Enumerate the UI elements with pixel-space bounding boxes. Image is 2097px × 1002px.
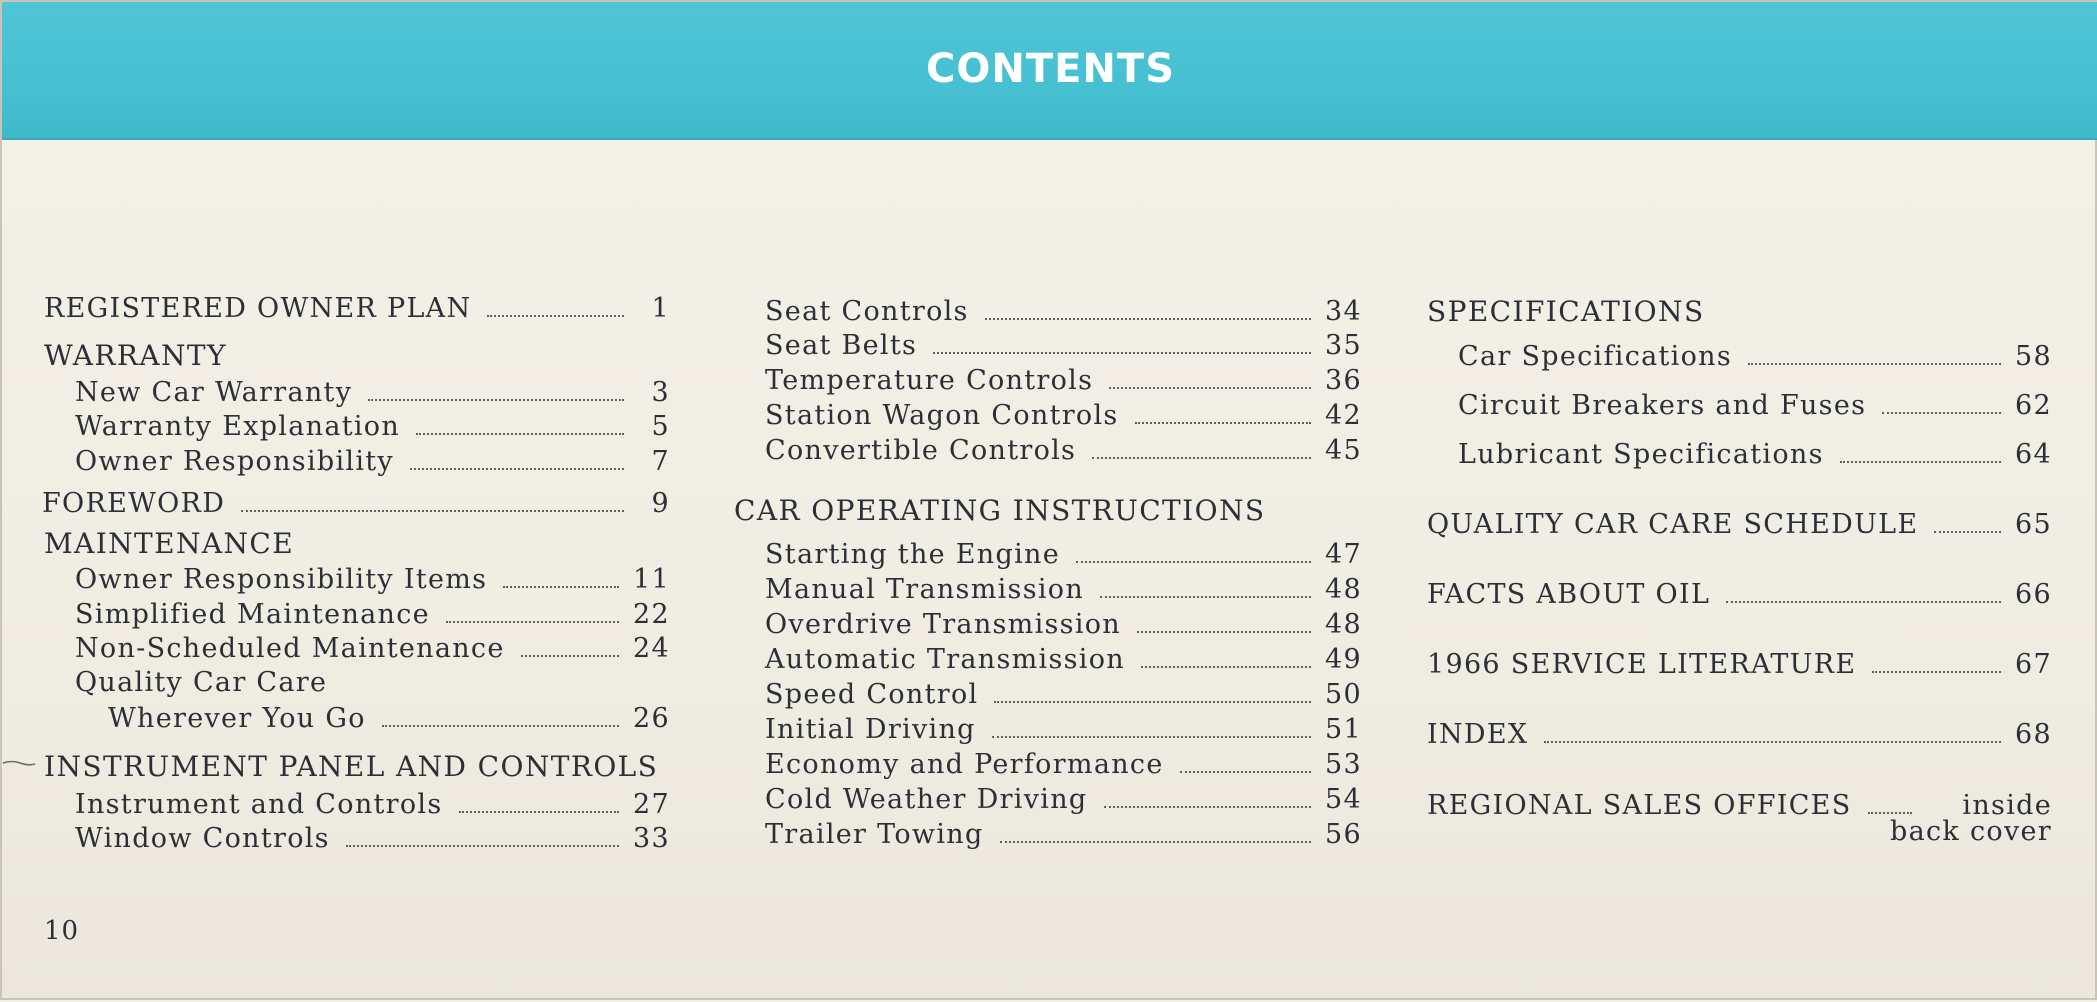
toc-entry-page: 26 [633,703,670,734]
toc-entry-warranty-explanation[interactable] [75,408,670,442]
toc-entry-registered-owner-plan[interactable] [44,290,670,324]
toc-entry-page: 51 [1325,714,1362,745]
toc-entry-new-car-warranty[interactable] [75,374,670,408]
dot-leader [446,621,619,623]
toc-entry-title: FOREWORD [42,488,226,519]
toc-entry-page: 3 [651,377,670,408]
toc-entry-page: 58 [2015,341,2052,372]
dot-leader [1092,457,1311,459]
toc-entry-circuit-breakers-and-fuses[interactable] [1458,387,2052,421]
toc-entry-station-wagon-controls[interactable] [765,397,1362,431]
toc-entry-page: 22 [633,599,670,630]
dot-leader [346,845,619,847]
toc-entry-title: Cold Weather Driving [765,784,1088,815]
toc-entry-page: inside [1962,790,2052,821]
dot-leader [985,318,1311,320]
toc-entry-page: 67 [2015,649,2052,680]
dot-leader [1180,771,1311,773]
toc-entry-title: Overdrive Transmission [765,609,1122,640]
toc-entry-manual-transmission[interactable] [765,571,1362,605]
toc-entry-page: 48 [1325,609,1362,640]
table-of-contents [2,2,2097,1002]
dot-leader [416,433,624,435]
toc-entry-page: 36 [1325,365,1362,396]
toc-entry-title: Station Wagon Controls [765,400,1119,431]
toc-entry-title: Automatic Transmission [765,644,1125,675]
toc-entry-title: Temperature Controls [765,365,1094,396]
toc-entry-page: 53 [1325,749,1362,780]
toc-entry-instrument-and-controls[interactable] [75,786,670,820]
dot-leader [1000,841,1311,843]
section-heading-maintenance: MAINTENANCE [44,527,295,560]
toc-entry-lubricant-specifications[interactable] [1458,436,2052,470]
dot-leader [1544,741,2001,743]
dot-leader [933,352,1311,354]
toc-entry-initial-driving[interactable] [765,711,1362,745]
toc-entry-facts-about-oil[interactable] [1427,576,2052,610]
toc-entry-window-controls[interactable] [75,820,670,854]
toc-entry-non-scheduled-maintenance[interactable] [75,630,670,664]
toc-entry-title: Initial Driving [765,714,976,745]
toc-entry-starting-the-engine[interactable] [765,536,1362,570]
toc-entry-title: Owner Responsibility Items [75,564,488,595]
toc-entry-title: Window Controls [75,823,330,854]
dot-leader [487,315,624,317]
dot-leader [241,510,624,512]
toc-entry-page: 50 [1325,679,1362,710]
toc-entry-convertible-controls[interactable] [765,432,1362,466]
dot-leader [1100,596,1311,598]
toc-entry-title: Economy and Performance [765,749,1164,780]
toc-entry-title: Manual Transmission [765,574,1085,605]
toc-entry-wherever-you-go[interactable] [108,700,670,734]
toc-entry-cold-weather-driving[interactable] [765,781,1362,815]
dot-leader [1137,631,1311,633]
toc-entry-page: 64 [2015,439,2052,470]
toc-entry-title: New Car Warranty [75,377,353,408]
toc-entry-seat-controls[interactable] [765,293,1362,327]
toc-entry-title: Non-Scheduled Maintenance [75,633,505,664]
toc-entry-page: 42 [1325,400,1362,431]
toc-entry-automatic-transmission[interactable] [765,641,1362,675]
toc-entry-index[interactable] [1427,716,2052,750]
dot-leader [1872,671,2001,673]
toc-entry-title: Circuit Breakers and Fuses [1458,390,1867,421]
toc-entry-page: 5 [651,411,670,442]
toc-entry-title: 1966 SERVICE LITERATURE [1427,649,1857,680]
dot-leader [1882,412,2001,414]
toc-entry-page: 49 [1325,644,1362,675]
page-title: CONTENTS [925,46,1175,92]
toc-entry-title: Instrument and Controls [75,789,443,820]
toc-entry-title: Lubricant Specifications [1458,439,1824,470]
toc-entry-title: REGISTERED OWNER PLAN [44,293,472,324]
toc-entry-owner-responsibility-items[interactable] [75,561,670,595]
toc-entry-title: Convertible Controls [765,435,1077,466]
toc-entry-page: 9 [651,488,670,519]
dot-leader [1934,531,2001,533]
toc-entry-page: 66 [2015,579,2052,610]
toc-entry-title: Starting the Engine [765,539,1060,570]
toc-entry-page: 47 [1325,539,1362,570]
dot-leader [1141,666,1311,668]
dot-leader [1135,422,1311,424]
dot-leader [1104,806,1312,808]
toc-entry-foreword[interactable] [42,485,670,519]
toc-entry-title: Seat Controls [765,296,969,327]
section-heading-instrument-panel: INSTRUMENT PANEL AND CONTROLS [44,750,659,783]
toc-entry-page: 65 [2015,509,2052,540]
toc-entry-page: 62 [2015,390,2052,421]
toc-entry-page: 48 [1325,574,1362,605]
toc-entry-title: Speed Control [765,679,979,710]
toc-entry-temperature-controls[interactable] [765,362,1362,396]
toc-entry-service-literature[interactable] [1427,646,2052,680]
toc-entry-page: 1 [651,293,670,324]
toc-entry-page: 35 [1325,330,1362,361]
section-heading-car-operating-instructions: CAR OPERATING INSTRUCTIONS [734,494,1266,527]
dot-leader [1109,387,1311,389]
toc-entry-title: Wherever You Go [108,703,366,734]
toc-entry-title: REGIONAL SALES OFFICES [1427,790,1852,821]
toc-entry-speed-control[interactable] [765,676,1362,710]
toc-entry-economy-and-performance[interactable] [765,746,1362,780]
section-heading-warranty: WARRANTY [44,339,227,372]
toc-entry-page: 33 [633,823,670,854]
toc-entry-title: Car Specifications [1458,341,1732,372]
dot-leader [994,701,1311,703]
toc-entry-page: 68 [2015,719,2052,750]
toc-entry-page: 34 [1325,296,1362,327]
toc-entry-page: 56 [1325,819,1362,850]
page-number: 10 [44,916,80,946]
toc-entry-title: Seat Belts [765,330,918,361]
toc-entry-title: Warranty Explanation [75,411,401,442]
dot-leader [368,399,624,401]
dot-leader [459,811,620,813]
dot-leader [1076,561,1311,563]
dot-leader [382,725,619,727]
toc-entry-page: 54 [1325,784,1362,815]
toc-entry-page-continued: back cover [1890,816,2052,847]
dot-leader [410,468,624,470]
toc-entry-title: Trailer Towing [765,819,984,850]
toc-entry-car-specifications[interactable] [1458,338,2052,372]
toc-entry-title: QUALITY CAR CARE SCHEDULE [1427,509,1919,540]
dot-leader [521,655,619,657]
toc-entry-overdrive-transmission[interactable] [765,606,1362,640]
toc-entry-page: 27 [633,789,670,820]
toc-entry-trailer-towing[interactable] [765,816,1362,850]
toc-entry-simplified-maintenance[interactable] [75,596,670,630]
toc-entry-page: 7 [651,446,670,477]
dot-leader [1840,461,2001,463]
dot-leader [992,736,1311,738]
dot-leader [1868,812,1912,814]
toc-entry-page: 24 [633,633,670,664]
toc-entry-seat-belts[interactable] [765,327,1362,361]
toc-entry-page: 11 [633,564,670,595]
dot-leader [1748,363,2001,365]
toc-entry-title: Owner Responsibility [75,446,394,477]
toc-entry-title: FACTS ABOUT OIL [1427,579,1711,610]
toc-entry-owner-responsibility[interactable] [75,443,670,477]
pencil-mark [2,758,36,768]
section-heading-specifications: SPECIFICATIONS [1427,295,1705,328]
dot-leader [1726,601,2001,603]
toc-entry-quality-car-care-line1: Quality Car Care [75,667,328,698]
toc-entry-page: 45 [1325,435,1362,466]
toc-entry-title: Simplified Maintenance [75,599,430,630]
toc-entry-quality-car-care-schedule[interactable] [1427,506,2052,540]
dot-leader [503,586,619,588]
toc-entry-title: INDEX [1427,719,1529,750]
